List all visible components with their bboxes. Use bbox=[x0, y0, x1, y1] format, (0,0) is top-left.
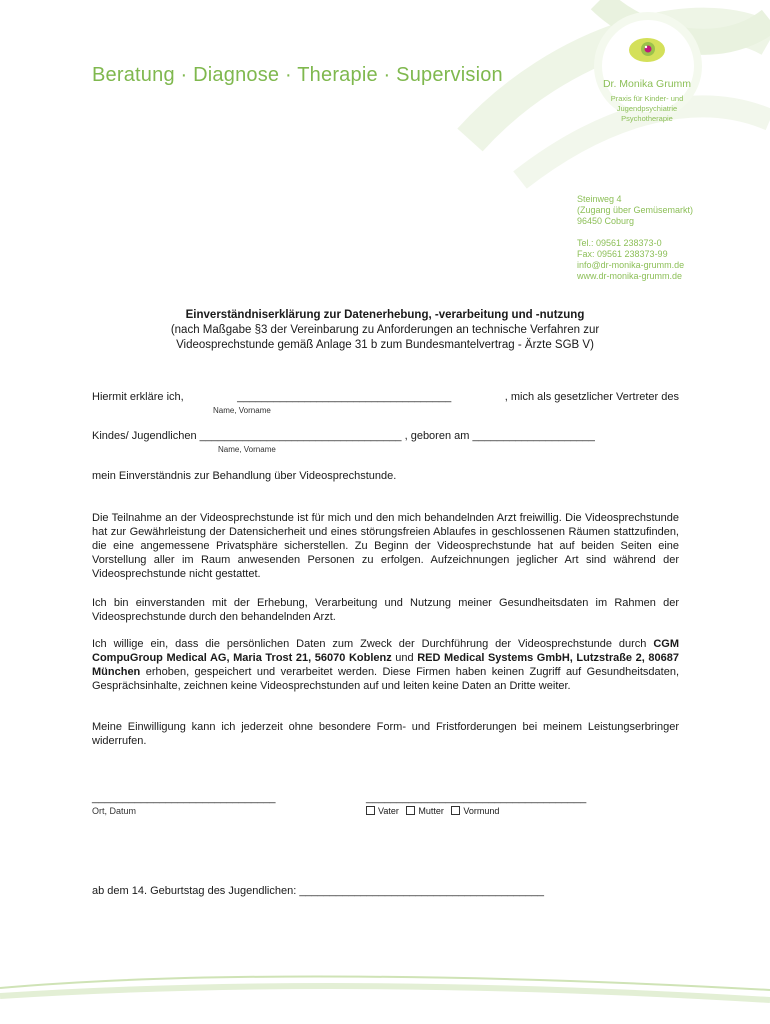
practice-name: Dr. Monika Grumm bbox=[602, 78, 692, 90]
label-mutter: Mutter bbox=[418, 806, 444, 816]
practice-subtitle: Praxis für Kinder- und Jugendpsychiatrie Psychotherapie bbox=[610, 94, 684, 123]
line1-text-a: Hiermit erkläre ich, bbox=[92, 391, 184, 403]
checkbox-vater[interactable] bbox=[366, 806, 399, 816]
line2-text-b: , geboren am bbox=[404, 430, 470, 442]
providers-text-e: erhoben, gespeichert und verarbeitet werden. Diese Firmen haben keinen Zugriff auf Gesundheitsdaten, Gesprächsinhalte, zeichnen keine Videosprechstunden auf und leiten keine Daten an Dritte weiter. bbox=[92, 666, 679, 692]
header-tagline: Beratung · Diagnose · Therapie · Supervision bbox=[92, 64, 503, 86]
line1-hint: Name, Vorname bbox=[213, 406, 271, 415]
paragraph-data-consent: Ich bin einverstanden mit der Erhebung, Verarbeitung und Nutzung meiner Gesundheitsdaten im Rahmen der Videosprechstunde durch den behandelnden Arzt. bbox=[92, 597, 679, 623]
youth-signature-text: ab dem 14. Geburtstag des Jugendlichen: bbox=[92, 885, 297, 897]
eye-logo-icon bbox=[627, 32, 667, 68]
contact-address: Steinweg 4 (Zugang über Gemüsemarkt) 96450 Coburg Tel.: 09561 238373-0 Fax: 09561 238373-99 info@dr-monika-grumm.de www.dr-monika-grumm.de bbox=[577, 194, 694, 281]
birthdate-field[interactable]: ____________________ bbox=[472, 430, 595, 442]
checkbox-vormund[interactable] bbox=[451, 806, 499, 816]
checkbox-mutter[interactable] bbox=[406, 806, 444, 816]
provider-cgm: CGM CompuGroup Medical AG, Maria Trost 21, 56070 Koblenz bbox=[92, 638, 679, 664]
title-sub-1: (nach Maßgabe §3 der Vereinbarung zu Anforderungen an technische Verfahren zur bbox=[170, 324, 600, 336]
providers-text-c: und bbox=[391, 652, 418, 664]
providers-text-a: Ich willige ein, dass die persönlichen Daten zum Zweck der Durchführung der Videosprechstunde durch bbox=[92, 638, 654, 650]
place-date-label: Ort, Datum bbox=[92, 806, 137, 816]
consent-statement: mein Einverständnis zur Behandlung über Videosprechstunde. bbox=[92, 470, 397, 482]
declaration-line bbox=[92, 391, 679, 403]
title-heading: Einverständniserklärung zur Datenerhebung, -verarbeitung und -nutzung bbox=[185, 309, 585, 321]
practice-logo-block bbox=[572, 28, 722, 138]
label-vater: Vater bbox=[378, 806, 399, 816]
label-vormund: Vormund bbox=[463, 806, 500, 816]
line2-text-a: Kindes/ Jugendlichen bbox=[92, 430, 197, 442]
title-sub-2: Videosprechstunde gemäß Anlage 31 b zum Bundesmantelvertrag - Ärzte SGB V) bbox=[176, 339, 594, 351]
document-title bbox=[60, 308, 710, 353]
child-line bbox=[92, 430, 679, 442]
paragraph-participation: Die Teilnahme an der Videosprechstunde ist für mich und den mich behandelnden Arzt freiwillig. Die Videosprechstunde hat zur Gewährleistung der Datensicherheit und eines störungsfreien Ablaufes in geschlossenen Räumen stattzufinden, die eine angemessene Privatsphäre sicherstellen. Zu Beginn der Videosprechstunde hat auf beiden Seiten eine Vorstellung aller im Raum anwesenden Personen zu erfolgen. Aufzeichnungen jeglicher Art sind während der Videosprechstunde nicht gestattet. bbox=[92, 512, 679, 580]
paragraph-providers bbox=[92, 637, 679, 693]
child-name-field[interactable]: _________________________________ bbox=[199, 430, 402, 442]
line1-text-b: , mich als gesetzlicher Vertreter des bbox=[504, 391, 679, 403]
youth-signature-line bbox=[92, 885, 679, 897]
youth-signature-field[interactable]: ________________________________________ bbox=[299, 885, 545, 897]
paragraph-revocation: Meine Einwilligung kann ich jederzeit ohne besondere Form- und Fristforderungen bei meinem Leistungserbringer widerrufen. bbox=[92, 721, 679, 747]
provider-red-medical: RED Medical Systems GmbH, Lutzstraße 2, 80687 München bbox=[92, 652, 679, 678]
guardian-signature-field[interactable]: ____________________________________ bbox=[366, 792, 587, 804]
place-date-field[interactable]: ______________________________ bbox=[92, 792, 276, 804]
guardian-role-options bbox=[366, 806, 499, 816]
line2-hint: Name, Vorname bbox=[218, 445, 276, 454]
declarant-name-field[interactable]: ___________________________________ bbox=[237, 391, 452, 403]
